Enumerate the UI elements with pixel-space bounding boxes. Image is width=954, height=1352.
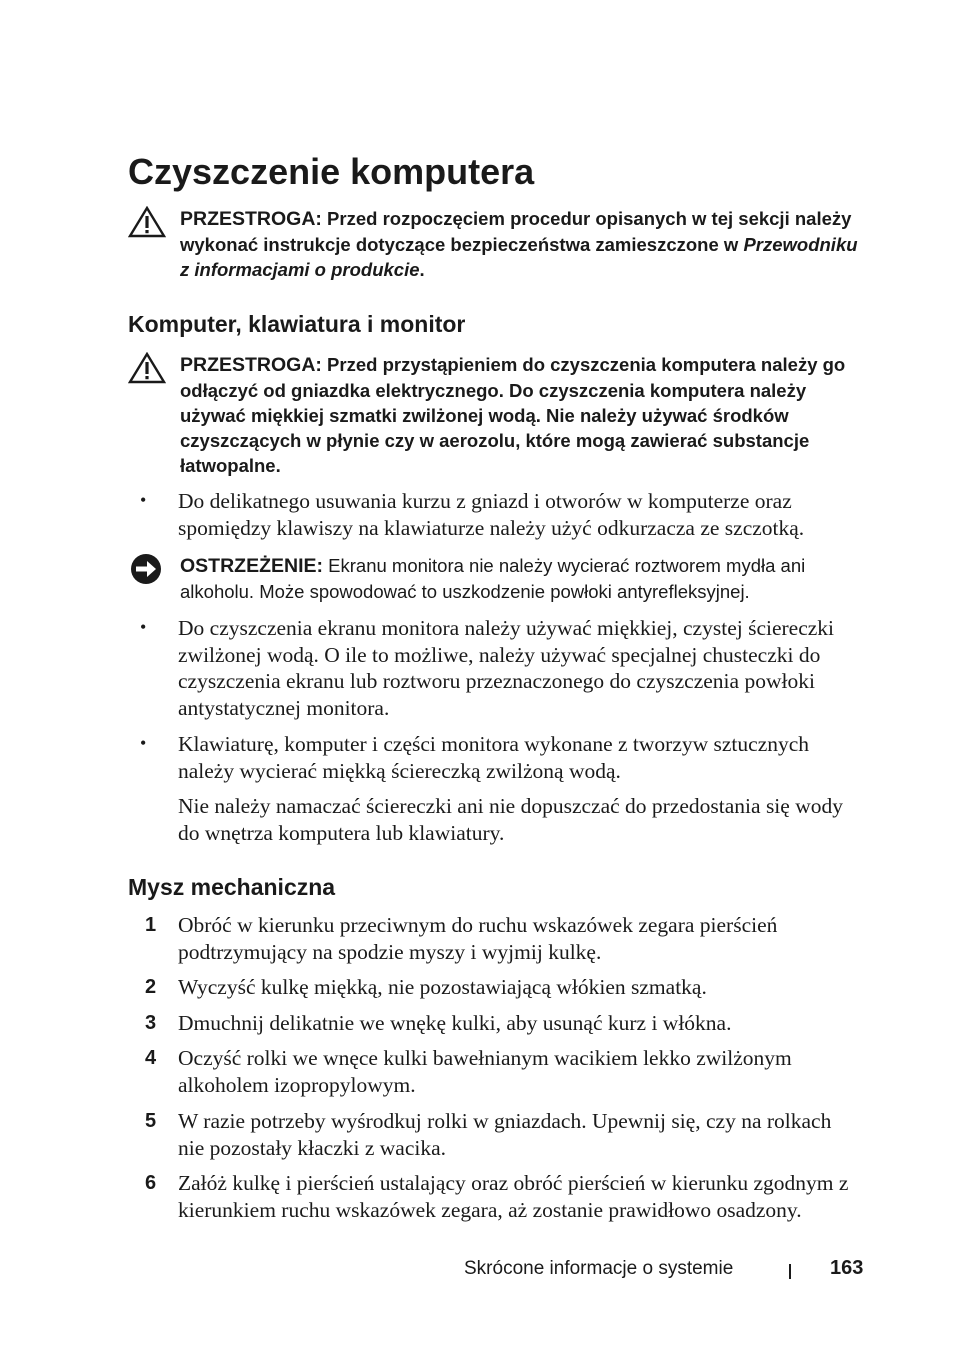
bullet-marker: • <box>140 733 147 753</box>
step-number: 6 <box>145 1172 157 1194</box>
caution-text: Przed rozpoczęciem procedur opisanych w tej sekcji należy wykonać instrukcje dotyczące bezpieczeństwa zamieszczone w <box>180 208 852 255</box>
step-text: Dmuchnij delikatnie we wnękę kulki, aby usunąć kurz i włókna. <box>178 1011 732 1035</box>
bullet-text-dust: Do delikatnego usuwania kurzu z gniazd i otworów w komputerze oraz spomiędzy klawiszy na klawiaturze należy użyć odkurzacza ze szczotką. <box>178 489 805 540</box>
caution-text: Przed przystąpieniem do czyszczenia komputera należy go odłączyć od gniazdka elektrycznego. Do czyszczenia komputera należy używać miękkiej szmatki zwilżonej wodą. Nie należy używać środków czyszczących w płynie czy w aerozolu, które mogą zawierać substancje łatwopalne. <box>180 354 846 476</box>
section-heading-mouse: Mysz mechaniczna <box>128 874 336 900</box>
bullet-text-plastics: Klawiaturę, komputer i części monitora wykonane z tworzyw sztucznych należy wycierać miękką ściereczką zwilżoną wodą. <box>178 732 810 783</box>
step-number: 2 <box>145 976 157 998</box>
bullet-followup-text: Nie należy namaczać ściereczki ani nie dopuszczać do przedostania się wody do wnętrza komputera lub klawiatury. <box>178 794 843 845</box>
step-text: Wyczyść kulkę miękką, nie pozostawiającą włókien szmatką. <box>178 975 707 999</box>
footer-separator <box>789 1264 791 1279</box>
notice-label: OSTRZEŻENIE: <box>180 555 324 577</box>
step-number: 4 <box>145 1047 157 1069</box>
page-number: 163 <box>830 1257 864 1279</box>
caution-italic-reference: Przewodniku z informacjami o produkcie <box>180 234 858 280</box>
caution-label: PRZESTROGA: <box>180 354 322 376</box>
step-number: 1 <box>145 914 157 936</box>
notice-arrow-icon <box>128 553 164 585</box>
section-heading-computer: Komputer, klawiatura i monitor <box>128 311 466 337</box>
warning-triangle-icon <box>128 206 166 238</box>
caution-note-computer <box>128 352 858 478</box>
footer-section-name: Skrócone informacje o systemie <box>464 1258 734 1279</box>
step-text: Oczyść rolki we wnęce kulki bawełnianym wacikiem lekko zwilżonym alkoholem izopropylowym. <box>178 1046 792 1097</box>
step-text: Załóż kulkę i pierścień ustalający oraz obróć pierścień w kierunku zgodnym z kierunkiem ruchu wskazówek zegara, aż zostanie prawidłowo osadzony. <box>178 1171 849 1222</box>
notice-text: Ekranu monitora nie należy wycierać roztworem mydła ani alkoholu. Może spowodować to uszkodzenie powłoki antyrefleksyjnej. <box>180 555 806 602</box>
bullet-text-screen: Do czyszczenia ekranu monitora należy używać miękkiej, czystej ściereczki zwilżonej wodą. O ile to możliwe, należy używać specjalnej chusteczki do czyszczenia ekranu lub roztworu przeznaczonego do czyszczenia powłoki antystatycznej monitora. <box>178 616 835 720</box>
bullet-marker: • <box>140 617 147 637</box>
step-text: Obróć w kierunku przeciwnym do ruchu wskazówek zegara pierścień podtrzymujący na spodzie myszy i wyjmij kulkę. <box>178 913 778 964</box>
step-number: 5 <box>145 1110 157 1132</box>
caution-text-end: . <box>419 259 425 280</box>
page-title: Czyszczenie komputera <box>128 151 535 192</box>
step-text: W razie potrzeby wyśrodkuj rolki w gniazdach. Upewnij się, czy na rolkach nie pozostały kłaczki z wacika. <box>178 1109 832 1160</box>
caution-label: PRZESTROGA: <box>180 208 322 230</box>
bullet-marker: • <box>140 490 147 510</box>
notice-note <box>128 553 858 604</box>
caution-note-intro <box>128 206 858 282</box>
warning-triangle-icon <box>128 352 166 384</box>
step-number: 3 <box>145 1012 157 1034</box>
